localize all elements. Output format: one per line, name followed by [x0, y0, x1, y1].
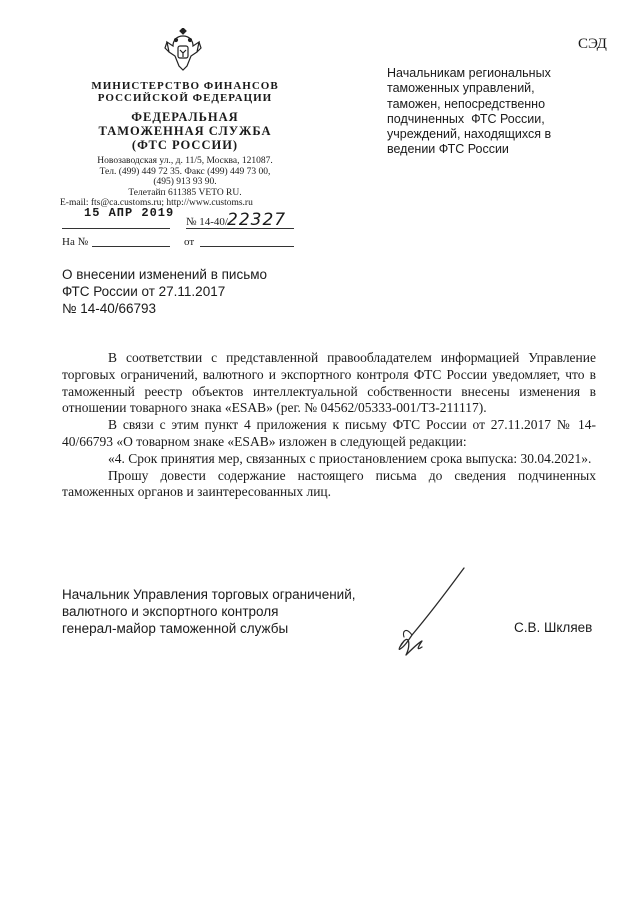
recipient-line: Начальникам региональных: [387, 66, 551, 80]
sender-contacts: [60, 156, 310, 198]
reference-label: На №: [62, 236, 89, 248]
recipient-line: таможен, непосредственно: [387, 96, 546, 111]
sender-teletype: Телетайп 611385 VETO RU.: [128, 187, 242, 198]
sed-mark: СЭД: [578, 36, 607, 52]
body-paragraph: В связи с этим пункт 4 приложения к письму ФТС России от 27.11.2017 № 14-40/66793 «О товарном знаке «ESAB» изложен в следующей редакции:: [62, 417, 596, 449]
reference-underline: [92, 246, 170, 247]
body-paragraph: «4. Срок принятия мер, связанных с приостановлением срока выпуска: 30.04.2021».: [108, 450, 592, 466]
number-underline: [186, 228, 294, 229]
signatory-title: [62, 586, 392, 637]
recipient-line: подчиненных ФТС России,: [387, 111, 545, 126]
body-paragraph: В соответствии с представленной правообладателем информацией Управление торговых ограничений, валютного и экспортного контроля ФТС России уведомляет, что в таможенный реестр объектов интеллектуальной собственности внесены изменения в отношении товарного знака «ESAB» (рег. № 04562/05333-001/ТЗ-211117).: [62, 350, 596, 416]
subject-line: ФТС России от 27.11.2017: [62, 284, 226, 299]
signatory-line: валютного и экспортного контроля: [62, 604, 279, 619]
sender-address: Новозаводская ул., д. 11/5, Москва, 121087.: [97, 156, 273, 166]
sender-phone-2: (495) 913 93 90.: [153, 177, 217, 187]
subject-line: № 14-40/66793: [62, 301, 157, 316]
recipient-block: [387, 66, 587, 158]
signatory-line: Начальник Управления торговых ограничений,: [62, 587, 356, 602]
recipient-line: таможенных управлений,: [387, 81, 535, 96]
letter-subject: [62, 266, 312, 317]
sender-phone: Тел. (499) 449 72 35. Факс (499) 449 73 00,: [99, 166, 271, 177]
sender-email: E-mail: fts@ca.customs.ru; http://www.customs.ru: [60, 198, 253, 208]
letter-body: [62, 350, 596, 501]
subject-line: О внесении изменений в письмо: [62, 267, 268, 282]
service-line-2: ТАМОЖЕННАЯ СЛУЖБА: [98, 124, 272, 138]
service-name: [60, 110, 310, 152]
signatory-line: генерал-майор таможенной службы: [62, 621, 289, 636]
registration-date: 15 АПР 2019: [84, 206, 175, 220]
reference-date-label: от: [184, 236, 195, 248]
coat-of-arms-icon: [163, 28, 203, 72]
registration-number-label: № 14-40/: [186, 216, 228, 228]
service-line-3: (ФТС РОССИИ): [131, 138, 239, 152]
handwritten-signature: [388, 565, 478, 660]
ministry-line-1: МИНИСТЕРСТВО ФИНАНСОВ: [91, 80, 279, 92]
recipient-line: учреждений, находящихся в: [387, 127, 552, 142]
ministry-line-2: РОССИЙСКОЙ ФЕДЕРАЦИИ: [97, 92, 273, 104]
body-paragraph: Прошу довести содержание настоящего письма до сведения подчиненных таможенных органов и заинтересованных лиц.: [62, 467, 596, 500]
ministry-name: [60, 80, 310, 104]
date-underline: [62, 228, 170, 229]
recipient-line: ведении ФТС России: [387, 142, 509, 157]
service-line-1: ФЕДЕРАЛЬНАЯ: [131, 110, 239, 124]
registration-number: 22327: [227, 210, 287, 230]
reference-date-underline: [200, 246, 294, 247]
signatory-name: С.В. Шкляев: [514, 620, 593, 635]
